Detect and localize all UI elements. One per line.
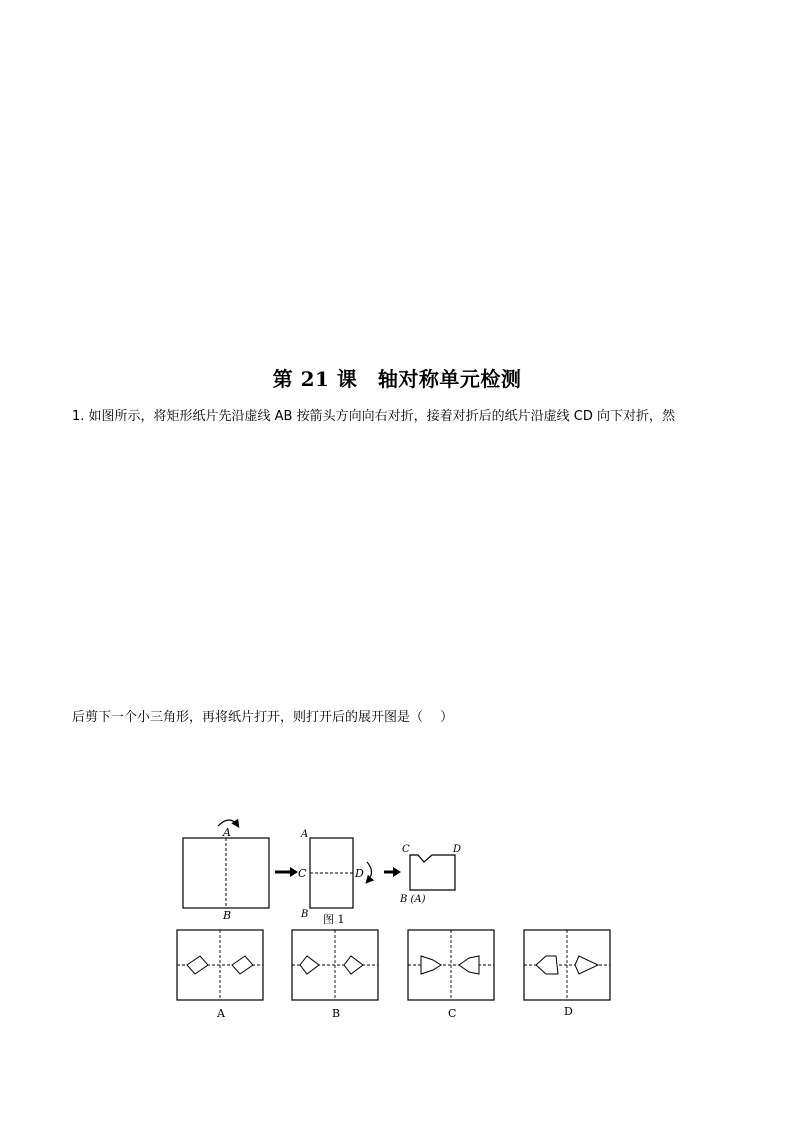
label-d: D: [355, 867, 364, 880]
folding-figure: [160, 810, 630, 1025]
label-b: B: [301, 909, 309, 920]
label-d: D: [453, 844, 462, 855]
quarter-folded-paper-with-cut: [410, 855, 455, 890]
label-c: C: [298, 867, 307, 880]
lesson-title: 第 21 课 轴对称单元检测: [272, 367, 522, 391]
option-c[interactable]: [408, 930, 494, 1020]
option-a[interactable]: [177, 930, 263, 1020]
right-arrow-icon: [275, 867, 298, 877]
label-a: A: [223, 826, 231, 839]
figure-caption: 图 1: [323, 913, 345, 926]
right-arrow-icon: [384, 867, 401, 877]
question-1-text-line-2: 后剪下一个小三角形，再将纸片打开，则打开后的展开图是（ ）: [72, 710, 454, 725]
fold-step-2: [298, 829, 372, 926]
option-b[interactable]: [292, 930, 378, 1020]
label-c: C: [402, 844, 410, 855]
option-b-label: B: [332, 1007, 341, 1020]
option-c-label: C: [448, 1007, 457, 1020]
label-b: B: [223, 909, 232, 922]
label-a: A: [301, 829, 309, 840]
label-b-a: B (A): [400, 894, 426, 905]
fold-step-3: [399, 844, 461, 905]
question-1-text-line-1: 1. 如图所示，将矩形纸片先沿虚线 AB 按箭头方向向右对折，接着对折后的纸片沿虚线 CD 向下对折，然: [72, 409, 675, 424]
fold-step-1: [183, 820, 269, 922]
option-a-label: A: [217, 1007, 225, 1020]
option-d-label: D: [564, 1005, 573, 1018]
curved-down-arrow-icon: [367, 862, 372, 882]
option-d[interactable]: [524, 930, 610, 1018]
